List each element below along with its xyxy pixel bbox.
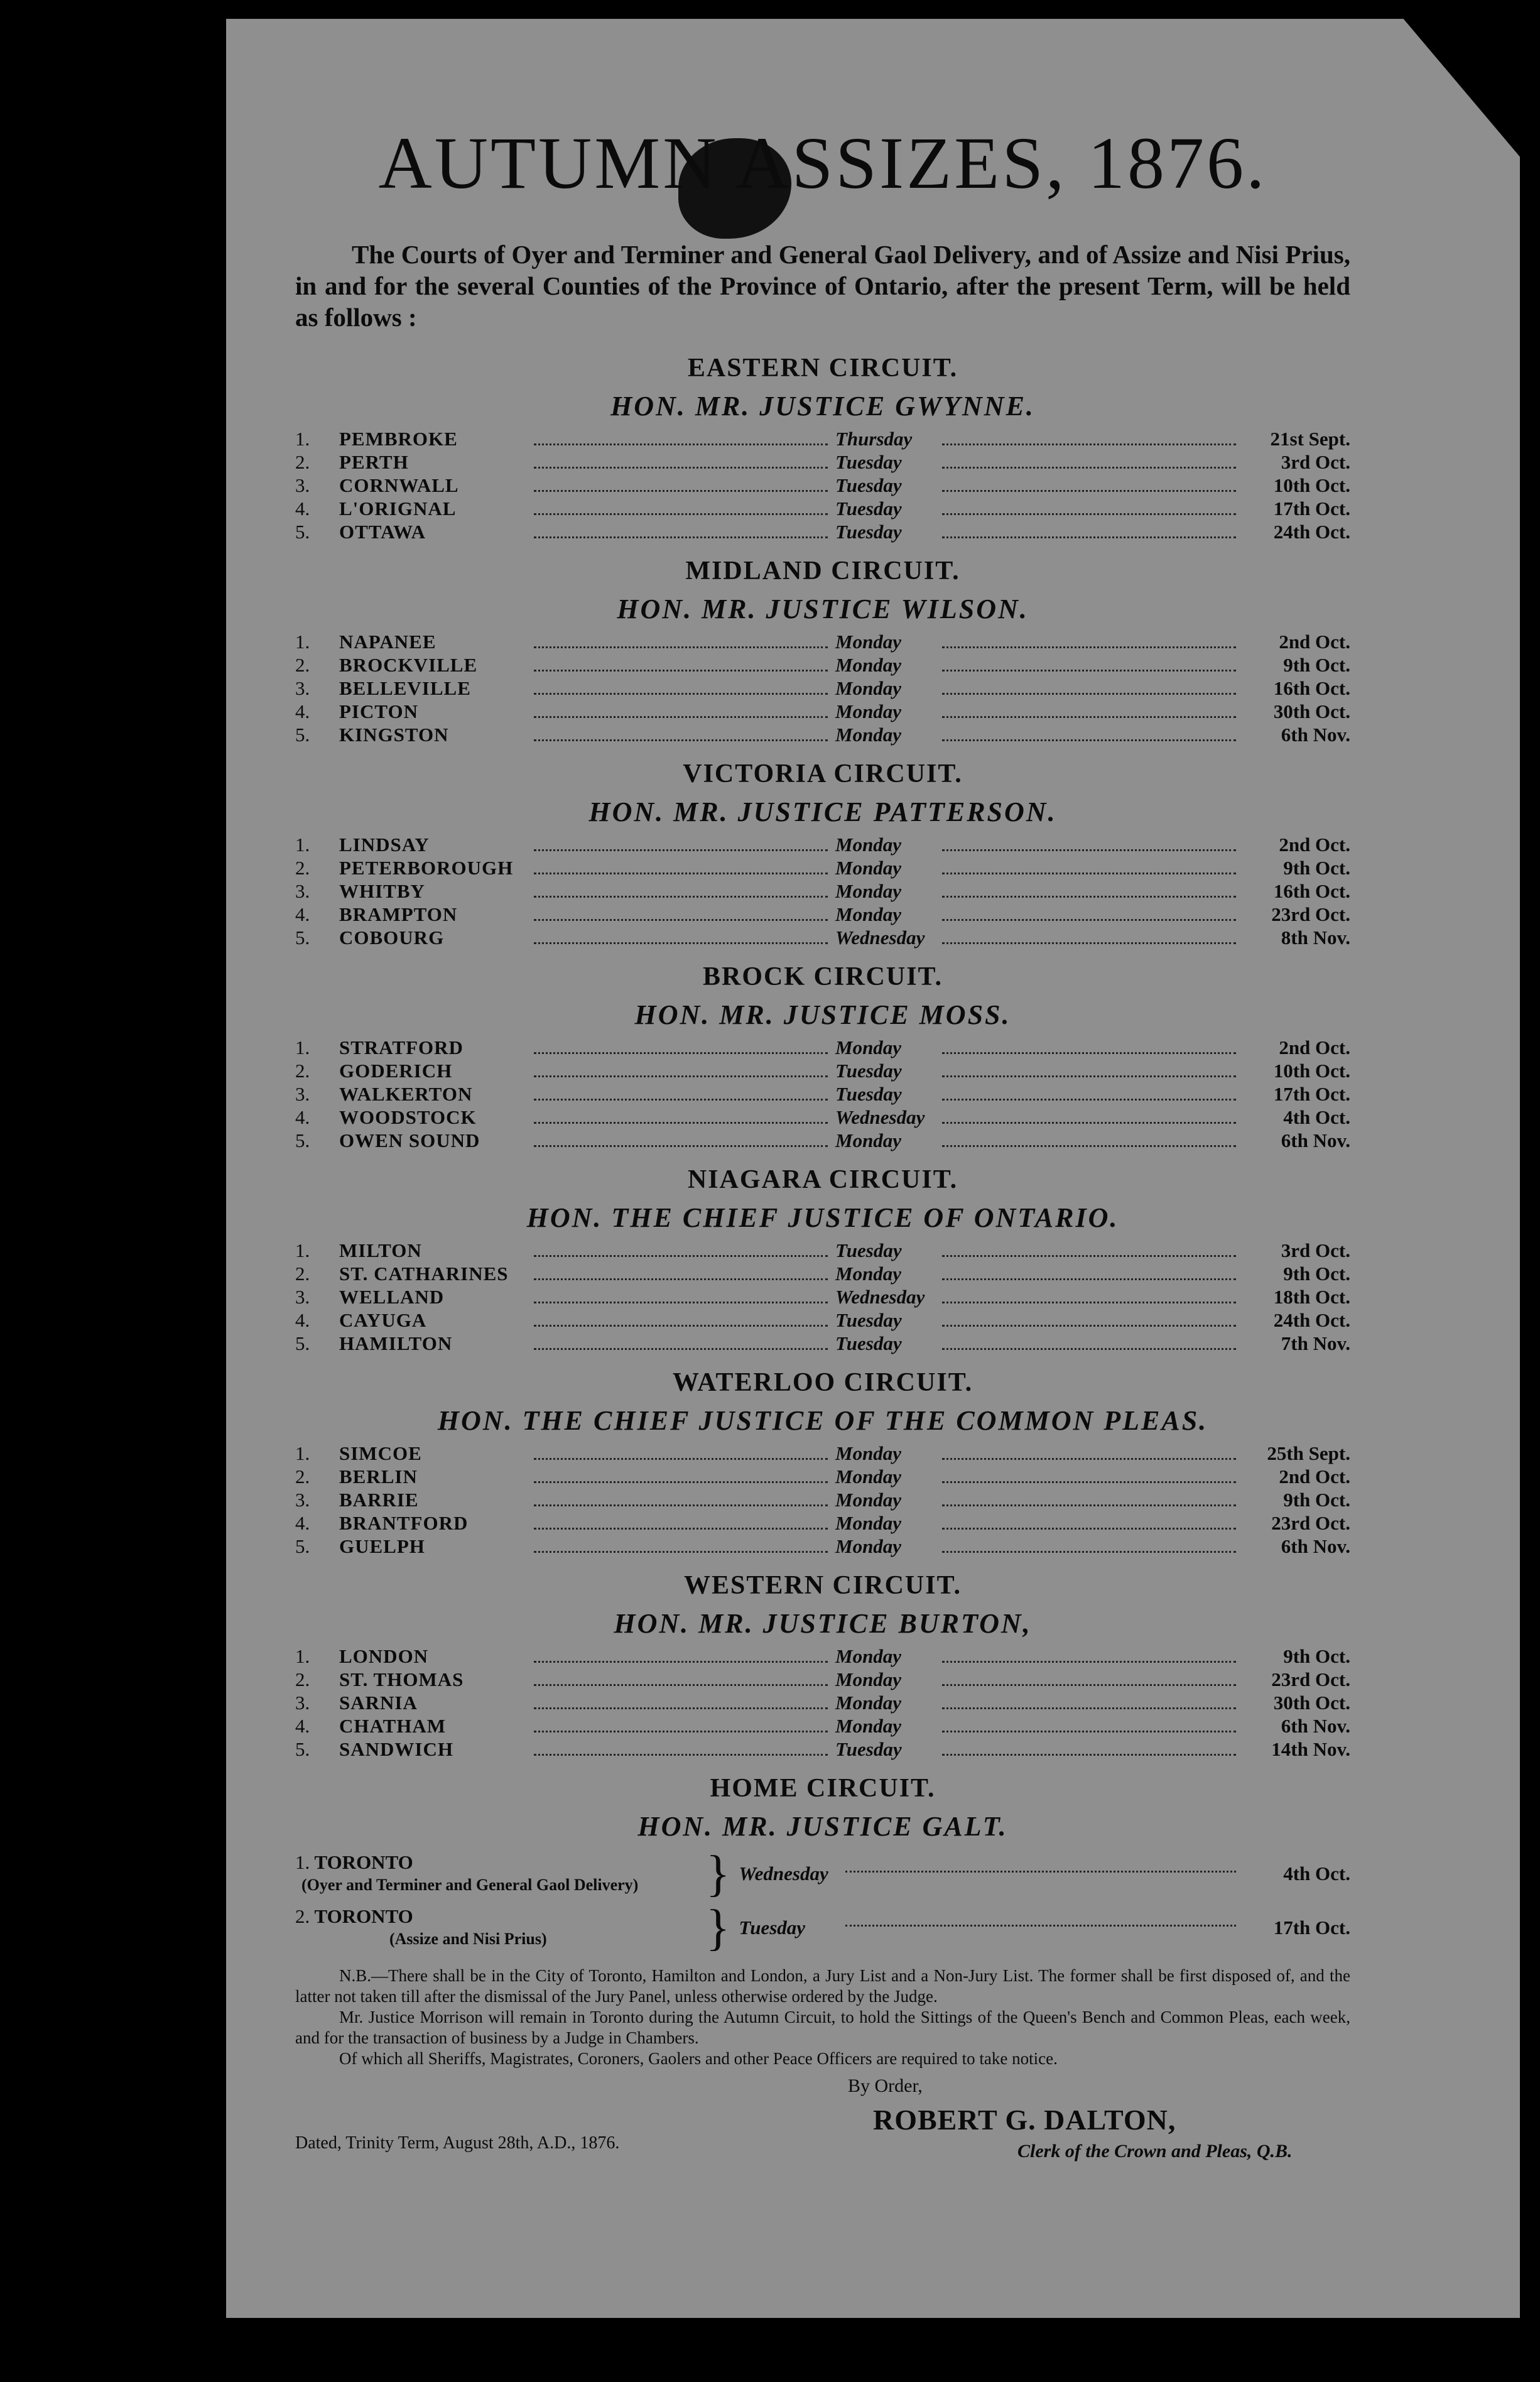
morrison-note: Mr. Justice Morrison will remain in Toronto during the Autumn Circuit, to hold the Sittings of the Queen's Bench and Common Pleas, each week, and for the transaction of business by a Judge in Chambers. (295, 2008, 1350, 2047)
sitting-date: 9th Oct. (1283, 1489, 1350, 1511)
intro-paragraph: The Courts of Oyer and Terminer and General Gaol Delivery, and of Assize and Nisi Prius, in and for the several Counties of the Province of Ontario, after the present Term, will be held as follows : (295, 240, 1350, 332)
sitting-number: 1. (295, 428, 310, 450)
sitting-date: 14th Nov. (1271, 1738, 1350, 1760)
sitting-date: 24th Oct. (1273, 1309, 1350, 1331)
sitting-row (295, 1308, 1350, 1332)
leader-dots (534, 1551, 828, 1553)
leader-dots (942, 1731, 1236, 1732)
circuit-section (295, 1364, 1350, 1558)
leader-dots (942, 1122, 1236, 1124)
leader-dots (534, 849, 828, 851)
sitting-day: Tuesday (835, 498, 902, 519)
sitting-day: Monday (835, 880, 902, 902)
sitting-place: PERTH (339, 451, 409, 473)
leader-dots (942, 670, 1236, 672)
sitting-number: 2. (295, 1060, 310, 1082)
sitting-place: TORONTO (314, 1851, 413, 1873)
sitting-number: 3. (295, 1083, 310, 1105)
sitting-row (295, 926, 1350, 949)
sitting-place: WHITBY (339, 880, 425, 902)
sitting-day: Monday (835, 700, 902, 722)
circuit-section (295, 1567, 1350, 1761)
sitting-row (295, 1106, 1350, 1129)
leader-dots (942, 1481, 1236, 1483)
sitting-place: BELLEVILLE (339, 677, 471, 699)
sitting-number: 2. (295, 654, 310, 676)
sitting-row (295, 450, 1350, 474)
sitting-place: L'ORIGNAL (339, 498, 457, 519)
sitting-day: Monday (835, 677, 902, 699)
circuit-judge: HON. MR. JUSTICE GALT. (637, 1811, 1008, 1842)
brace-icon: } (706, 1846, 730, 1901)
sitting-number: 5. (295, 1332, 310, 1354)
leader-dots (534, 1052, 828, 1054)
leader-dots (942, 513, 1236, 515)
sitting-number: 5. (295, 1535, 310, 1557)
leader-dots (942, 1145, 1236, 1147)
sitting-date: 17th Oct. (1273, 1083, 1350, 1105)
leader-dots (534, 1684, 828, 1686)
sitting-date: 7th Nov. (1281, 1332, 1350, 1354)
sitting-row (295, 497, 1350, 520)
sitting-row (295, 1465, 1350, 1488)
sitting-day: Wednesday (835, 1286, 925, 1308)
sitting-date: 9th Oct. (1283, 857, 1350, 879)
leader-dots (534, 1504, 828, 1506)
sitting-date: 9th Oct. (1283, 1645, 1350, 1667)
sitting-number: 1. (295, 1442, 310, 1464)
leader-dots (534, 1528, 828, 1530)
sitting-number: 5. (295, 927, 310, 949)
sitting-day: Monday (835, 1129, 902, 1151)
sitting-day: Monday (835, 1466, 902, 1487)
sitting-place: BRAMPTON (339, 903, 458, 925)
circuit-title: MIDLAND CIRCUIT. (685, 557, 960, 585)
sitting-date: 18th Oct. (1273, 1286, 1350, 1308)
sitting-day: Wednesday (835, 1106, 925, 1128)
sitting-number: 5. (295, 1129, 310, 1151)
sitting-place: CAYUGA (339, 1309, 427, 1331)
sitting-place: OWEN SOUND (339, 1129, 480, 1151)
sitting-number: 5. (295, 521, 310, 543)
sitting-date: 16th Oct. (1273, 880, 1350, 902)
sitting-day: Monday (835, 1263, 902, 1285)
sitting-place: GODERICH (339, 1060, 453, 1082)
sitting-row (295, 1239, 1350, 1262)
leader-dots (942, 716, 1236, 718)
home-sitting-row (295, 1846, 1350, 1901)
sitting-date: 30th Oct. (1273, 700, 1350, 722)
sitting-number: 1. (295, 1239, 310, 1261)
sitting-place: MILTON (339, 1239, 422, 1261)
leader-dots (534, 942, 828, 944)
sitting-number: 2. (295, 1263, 310, 1285)
sitting-number: 4. (295, 1106, 310, 1128)
sitting-date: 6th Nov. (1281, 1715, 1350, 1737)
sitting-date: 10th Oct. (1273, 1060, 1350, 1082)
sitting-place: GUELPH (339, 1535, 425, 1557)
sitting-place: STRATFORD (339, 1036, 464, 1058)
sitting-place: BRANTFORD (339, 1512, 469, 1534)
sheriffs-note: Of which all Sheriffs, Magistrates, Coroners, Gaolers and other Peace Officers are required to take notice. (339, 2049, 1058, 2068)
sitting-number: 3. (295, 474, 310, 496)
sitting-day: Monday (835, 1692, 902, 1714)
sitting-row (295, 833, 1350, 856)
leader-dots (534, 443, 828, 445)
circuit-section (295, 1161, 1350, 1355)
leader-dots (534, 716, 828, 718)
sitting-place: NAPANEE (339, 631, 437, 653)
leader-dots (942, 1707, 1236, 1709)
circuit-judge: HON. MR. JUSTICE WILSON. (617, 594, 1029, 624)
leader-dots (942, 1325, 1236, 1327)
sitting-number: 2. (295, 1905, 310, 1927)
sitting-row (295, 1668, 1350, 1691)
leader-dots (942, 467, 1236, 469)
leader-dots (534, 467, 828, 469)
sitting-place: CHATHAM (339, 1715, 447, 1737)
leader-dots (534, 1458, 828, 1460)
sitting-date: 3rd Oct. (1281, 451, 1350, 473)
sitting-row (295, 653, 1350, 677)
sitting-date: 8th Nov. (1281, 927, 1350, 949)
sitting-row (295, 677, 1350, 700)
leader-dots (942, 873, 1236, 874)
sitting-day: Monday (835, 1489, 902, 1511)
sitting-place: LINDSAY (339, 834, 430, 856)
sitting-day: Tuesday (835, 1060, 902, 1082)
sitting-row (295, 1036, 1350, 1059)
sitting-day: Wednesday (739, 1863, 828, 1884)
leader-dots (942, 919, 1236, 921)
leader-dots (942, 1551, 1236, 1553)
leader-dots (534, 536, 828, 538)
sitting-date: 6th Nov. (1281, 724, 1350, 746)
leader-dots (942, 646, 1236, 648)
sitting-day: Tuesday (739, 1917, 806, 1939)
sitting-row (295, 1285, 1350, 1308)
sitting-day: Tuesday (835, 474, 902, 496)
sitting-place: ST. THOMAS (339, 1668, 464, 1690)
signer-name: ROBERT G. DALTON, (873, 2104, 1176, 2136)
sitting-number: 4. (295, 903, 310, 925)
sitting-place: PETERBOROUGH (339, 857, 514, 879)
circuit-title: HOME CIRCUIT. (710, 1774, 936, 1803)
signer-title: Clerk of the Crown and Pleas, Q.B. (1017, 2141, 1293, 2162)
sitting-place: CORNWALL (339, 474, 459, 496)
leader-dots (534, 490, 828, 492)
leader-dots (534, 1122, 828, 1124)
sitting-day: Monday (835, 1512, 902, 1534)
leader-dots (534, 1075, 828, 1077)
leader-dots (942, 739, 1236, 741)
sitting-row (295, 1262, 1350, 1285)
leader-dots (942, 1075, 1236, 1077)
sitting-row (295, 1511, 1350, 1535)
sitting-row (295, 1488, 1350, 1511)
sitting-place: SIMCOE (339, 1442, 422, 1464)
sitting-date: 3rd Oct. (1281, 1239, 1350, 1261)
sitting-place: BERLIN (339, 1466, 418, 1487)
sitting-date: 2nd Oct. (1279, 1036, 1350, 1058)
sitting-number: 1. (295, 1645, 310, 1667)
sitting-place: WELLAND (339, 1286, 445, 1308)
circuit-title: EASTERN CIRCUIT. (687, 354, 958, 383)
leader-dots (534, 1707, 828, 1709)
sitting-row (295, 700, 1350, 723)
circuit-judge: HON. MR. JUSTICE MOSS. (634, 999, 1011, 1030)
leader-dots (845, 1871, 1236, 1873)
sitting-place: TORONTO (314, 1905, 413, 1927)
circuit-title: WATERLOO CIRCUIT. (672, 1368, 973, 1397)
sitting-place: WALKERTON (339, 1083, 473, 1105)
leader-dots (942, 1255, 1236, 1257)
sitting-day: Tuesday (835, 1738, 902, 1760)
sitting-day: Wednesday (835, 927, 925, 949)
leader-dots (534, 513, 828, 515)
sitting-day: Tuesday (835, 451, 902, 473)
sitting-date: 21st Sept. (1270, 428, 1350, 450)
sitting-day: Thursday (835, 428, 913, 450)
sitting-day: Monday (835, 1645, 902, 1667)
leader-dots (534, 1145, 828, 1147)
sitting-day: Monday (835, 1535, 902, 1557)
sitting-place: KINGSTON (339, 724, 449, 746)
sitting-date: 10th Oct. (1273, 474, 1350, 496)
sitting-place: COBOURG (339, 927, 445, 949)
sitting-day: Monday (835, 631, 902, 653)
sitting-row (295, 1059, 1350, 1082)
leader-dots (534, 873, 828, 874)
sitting-day: Monday (835, 857, 902, 879)
sitting-date: 4th Oct. (1283, 1106, 1350, 1128)
sitting-row (295, 1442, 1350, 1465)
leader-dots (942, 849, 1236, 851)
sitting-place: OTTAWA (339, 521, 426, 543)
sitting-row (295, 630, 1350, 653)
circuit-section (295, 552, 1350, 746)
leader-dots (942, 693, 1236, 695)
leader-dots (534, 670, 828, 672)
leader-dots (534, 1731, 828, 1732)
page-title: AUTUMN ASSIZES, 1876. (378, 122, 1267, 204)
sitting-date: 2nd Oct. (1279, 631, 1350, 653)
sitting-number: 4. (295, 1512, 310, 1534)
dated-line: Dated, Trinity Term, August 28th, A.D., 1876. (295, 2133, 620, 2153)
sitting-number: 3. (295, 677, 310, 699)
sitting-place: WOODSTOCK (339, 1106, 477, 1128)
sitting-row (295, 1332, 1350, 1355)
circuit-title: WESTERN CIRCUIT. (684, 1571, 962, 1600)
sitting-date: 9th Oct. (1283, 654, 1350, 676)
sitting-number: 4. (295, 498, 310, 519)
sitting-row (295, 1535, 1350, 1558)
sitting-date: 6th Nov. (1281, 1129, 1350, 1151)
leader-dots (534, 1754, 828, 1756)
sitting-number: 3. (295, 880, 310, 902)
sitting-date: 2nd Oct. (1279, 834, 1350, 856)
sitting-date: 16th Oct. (1273, 677, 1350, 699)
sitting-day: Monday (835, 654, 902, 676)
sitting-day: Tuesday (835, 1083, 902, 1105)
leader-dots (942, 1302, 1236, 1303)
sitting-number: 5. (295, 1738, 310, 1760)
nb-note: N.B.—There shall be in the City of Toronto, Hamilton and London, a Jury List and a Non-Jury List. The former shall be first disposed of, and the latter not taken till after the dismissal of the Jury Panel, unless otherwise ordered by the Judge. (295, 1966, 1350, 2006)
sitting-number: 2. (295, 1466, 310, 1487)
sitting-day: Monday (835, 1442, 902, 1464)
sitting-number: 5. (295, 724, 310, 746)
leader-dots (534, 693, 828, 695)
sitting-number: 2. (295, 451, 310, 473)
circuit-judge: HON. THE CHIEF JUSTICE OF THE COMMON PLEAS. (437, 1405, 1208, 1436)
sitting-row (295, 1645, 1350, 1668)
leader-dots (534, 1278, 828, 1280)
sitting-row (295, 1691, 1350, 1714)
sitting-date: 23rd Oct. (1271, 903, 1350, 925)
leader-dots (534, 1302, 828, 1303)
sitting-day: Tuesday (835, 521, 902, 543)
sitting-row (295, 1714, 1350, 1738)
sitting-number: 2. (295, 1668, 310, 1690)
sitting-number: 3. (295, 1692, 310, 1714)
leader-dots (534, 1481, 828, 1483)
sitting-number: 2. (295, 857, 310, 879)
sitting-day: Monday (835, 724, 902, 746)
by-order-text: By Order, (848, 2075, 923, 2096)
sitting-day: Tuesday (835, 1239, 902, 1261)
sitting-date: 2nd Oct. (1279, 1466, 1350, 1487)
leader-dots (942, 490, 1236, 492)
sitting-row (295, 723, 1350, 746)
sitting-date: 23rd Oct. (1271, 1668, 1350, 1690)
leader-dots (942, 1348, 1236, 1350)
sitting-number: 1. (295, 1851, 310, 1873)
leader-dots (534, 1255, 828, 1257)
sitting-place: HAMILTON (339, 1332, 453, 1354)
leader-dots (942, 1528, 1236, 1530)
circuit-title: BROCK CIRCUIT. (703, 962, 943, 991)
sitting-row (295, 1082, 1350, 1106)
sitting-row (295, 427, 1350, 450)
sitting-date: 6th Nov. (1281, 1535, 1350, 1557)
sitting-date: 25th Sept. (1267, 1442, 1350, 1464)
leader-dots (942, 1278, 1236, 1280)
sitting-row (295, 903, 1350, 926)
sitting-date: 30th Oct. (1273, 1692, 1350, 1714)
leader-dots (942, 1099, 1236, 1101)
leader-dots (845, 1925, 1236, 1927)
home-sitting-row (295, 1900, 1350, 1955)
sitting-place: SANDWICH (339, 1738, 453, 1760)
circuit-judge: HON. MR. JUSTICE BURTON, (614, 1608, 1032, 1639)
sitting-note: (Oyer and Terminer and General Gaol Delivery) (301, 1876, 639, 1894)
leader-dots (942, 942, 1236, 944)
sitting-place: PEMBROKE (339, 428, 458, 450)
sitting-number: 4. (295, 1715, 310, 1737)
leader-dots (534, 1325, 828, 1327)
sitting-day: Monday (835, 834, 902, 856)
sitting-number: 1. (295, 1036, 310, 1058)
leader-dots (942, 536, 1236, 538)
sitting-place: BARRIE (339, 1489, 419, 1511)
leader-dots (942, 1754, 1236, 1756)
sitting-number: 1. (295, 631, 310, 653)
circuit-judge: HON. MR. JUSTICE PATTERSON. (588, 797, 1057, 827)
circuit-section (295, 755, 1350, 949)
home-circuit (295, 1770, 1350, 1953)
sitting-row (295, 856, 1350, 879)
leader-dots (942, 1661, 1236, 1663)
leader-dots (942, 896, 1236, 898)
sitting-day: Monday (835, 1715, 902, 1737)
sitting-row (295, 879, 1350, 903)
sitting-number: 1. (295, 834, 310, 856)
sitting-date: 17th Oct. (1273, 498, 1350, 519)
sitting-row (295, 1129, 1350, 1152)
sitting-day: Monday (835, 1036, 902, 1058)
leader-dots (534, 896, 828, 898)
sitting-date: 24th Oct. (1273, 521, 1350, 543)
sitting-row (295, 520, 1350, 543)
notice-body (295, 119, 1350, 2182)
circuit-section (295, 349, 1350, 543)
leader-dots (534, 646, 828, 648)
leader-dots (534, 739, 828, 741)
leader-dots (942, 1458, 1236, 1460)
sitting-day: Tuesday (835, 1332, 902, 1354)
sitting-place: ST. CATHARINES (339, 1263, 509, 1285)
sitting-day: Tuesday (835, 1309, 902, 1331)
leader-dots (942, 443, 1236, 445)
sitting-day: Monday (835, 903, 902, 925)
leader-dots (942, 1684, 1236, 1686)
sitting-date: 17th Oct. (1273, 1917, 1350, 1939)
sitting-date: 4th Oct. (1283, 1863, 1350, 1884)
leader-dots (942, 1504, 1236, 1506)
circuit-list (295, 349, 1350, 1761)
circuit-title: VICTORIA CIRCUIT. (683, 759, 963, 788)
leader-dots (534, 1661, 828, 1663)
sitting-place: SARNIA (339, 1692, 418, 1714)
circuit-judge: HON. MR. JUSTICE GWYNNE. (610, 391, 1035, 421)
sitting-row (295, 474, 1350, 497)
sitting-number: 4. (295, 1309, 310, 1331)
leader-dots (534, 919, 828, 921)
leader-dots (942, 1052, 1236, 1054)
sitting-number: 3. (295, 1489, 310, 1511)
notes-section (295, 1966, 1350, 2069)
brace-icon: } (706, 1900, 730, 1955)
signature-block (295, 2075, 1350, 2182)
sitting-day: Monday (835, 1668, 902, 1690)
circuit-section (295, 958, 1350, 1152)
sitting-place: BROCKVILLE (339, 654, 478, 676)
sitting-place: PICTON (339, 700, 419, 722)
sitting-place: LONDON (339, 1645, 429, 1667)
sitting-row (295, 1738, 1350, 1761)
sitting-note: (Assize and Nisi Prius) (389, 1930, 547, 1948)
sitting-date: 23rd Oct. (1271, 1512, 1350, 1534)
circuit-judge: HON. THE CHIEF JUSTICE OF ONTARIO. (526, 1202, 1119, 1233)
sitting-date: 9th Oct. (1283, 1263, 1350, 1285)
sitting-number: 3. (295, 1286, 310, 1308)
leader-dots (534, 1099, 828, 1101)
sitting-number: 4. (295, 700, 310, 722)
circuit-title: NIAGARA CIRCUIT. (687, 1165, 958, 1194)
leader-dots (534, 1348, 828, 1350)
